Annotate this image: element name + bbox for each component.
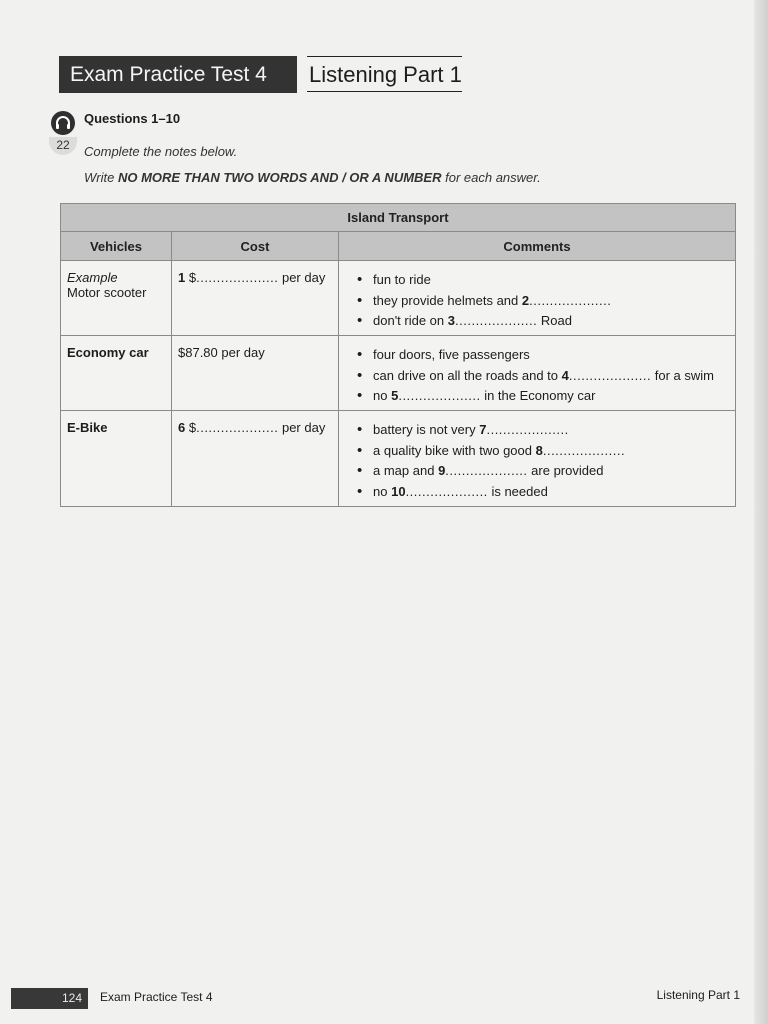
list-item: • they provide helmets and 2.................... <box>357 291 729 312</box>
question-number: 3 <box>447 313 456 328</box>
cost-cell: 1 $.................... per day <box>172 261 339 336</box>
test-title: Exam Practice Test 4 <box>59 56 297 93</box>
header-cost: Cost <box>172 232 339 261</box>
question-number: 9 <box>438 463 446 478</box>
answer-blank[interactable]: .................... <box>455 313 538 328</box>
page-footer <box>0 988 768 1010</box>
cost-cell: $87.80 per day <box>172 336 339 411</box>
audio-track-number: 22 <box>49 137 77 155</box>
question-number: 6 <box>178 420 186 435</box>
word-limit-rule: NO MORE THAN TWO WORDS AND / OR A NUMBER <box>117 170 442 185</box>
cost-cell: 6 $.................... per day <box>172 411 339 507</box>
vehicle-name: Motor scooter <box>67 285 147 300</box>
footer-part-title: Listening Part 1 <box>656 988 740 1002</box>
vehicle-cell <box>61 411 172 507</box>
table-row <box>61 411 736 507</box>
list-item: • don't ride on 3.................... Road <box>357 311 729 332</box>
page-number: 124 <box>11 988 88 1009</box>
answer-blank[interactable]: .................... <box>196 420 279 435</box>
list-item: • a quality bike with two good 8.................... <box>357 441 729 462</box>
table-caption: Island Transport <box>61 204 736 232</box>
question-number: 7 <box>479 422 487 437</box>
answer-blank[interactable]: .................... <box>568 367 652 383</box>
list-item: • no 5.................... in the Economy car <box>357 386 729 407</box>
comments-cell <box>339 261 736 336</box>
answer-blank[interactable]: .................... <box>486 422 569 437</box>
question-number: 2 <box>521 292 530 308</box>
question-number: 10 <box>391 483 406 499</box>
instruction-word-limit: Write NO MORE THAN TWO WORDS AND / OR A NUMBER for each answer. <box>84 170 541 185</box>
vehicle-cell <box>61 336 172 411</box>
headphones-icon <box>51 111 75 135</box>
vehicle-name: Economy car <box>67 345 149 360</box>
list-item: • can drive on all the roads and to 4.................... for a swim <box>357 366 729 387</box>
question-number: 5 <box>391 388 399 403</box>
comments-cell <box>339 336 736 411</box>
table-row <box>61 261 736 336</box>
table-row <box>61 336 736 411</box>
question-number: 8 <box>535 442 543 458</box>
question-number: 4 <box>561 367 569 383</box>
answer-blank[interactable]: .................... <box>405 483 488 499</box>
comments-cell <box>339 411 736 507</box>
part-title: Listening Part 1 <box>307 56 462 92</box>
questions-heading: Questions 1–10 <box>84 111 181 126</box>
list-item: • no 10.................... is needed <box>357 482 729 503</box>
header-comments: Comments <box>339 232 736 261</box>
footer-test-title: Exam Practice Test 4 <box>100 990 213 1004</box>
notes-table <box>60 203 736 507</box>
page-edge-shadow <box>754 0 768 1024</box>
list-item: • battery is not very 7.................... <box>357 420 729 441</box>
header-vehicles: Vehicles <box>61 232 172 261</box>
example-label: Example <box>67 270 118 285</box>
list-item: • four doors, five passengers <box>357 345 729 366</box>
list-item: • a map and 9.................... are provided <box>357 461 729 482</box>
vehicle-cell <box>61 261 172 336</box>
instruction-complete: Complete the notes below. <box>84 144 238 159</box>
answer-blank[interactable]: .................... <box>196 270 279 285</box>
answer-blank[interactable]: .................... <box>445 463 528 478</box>
answer-blank[interactable]: .................... <box>542 442 626 458</box>
list-item: • fun to ride <box>357 270 729 291</box>
answer-blank[interactable]: .................... <box>398 388 481 403</box>
answer-blank[interactable]: .................... <box>529 292 612 308</box>
question-number: 1 <box>178 270 186 285</box>
vehicle-name: E-Bike <box>67 420 108 435</box>
